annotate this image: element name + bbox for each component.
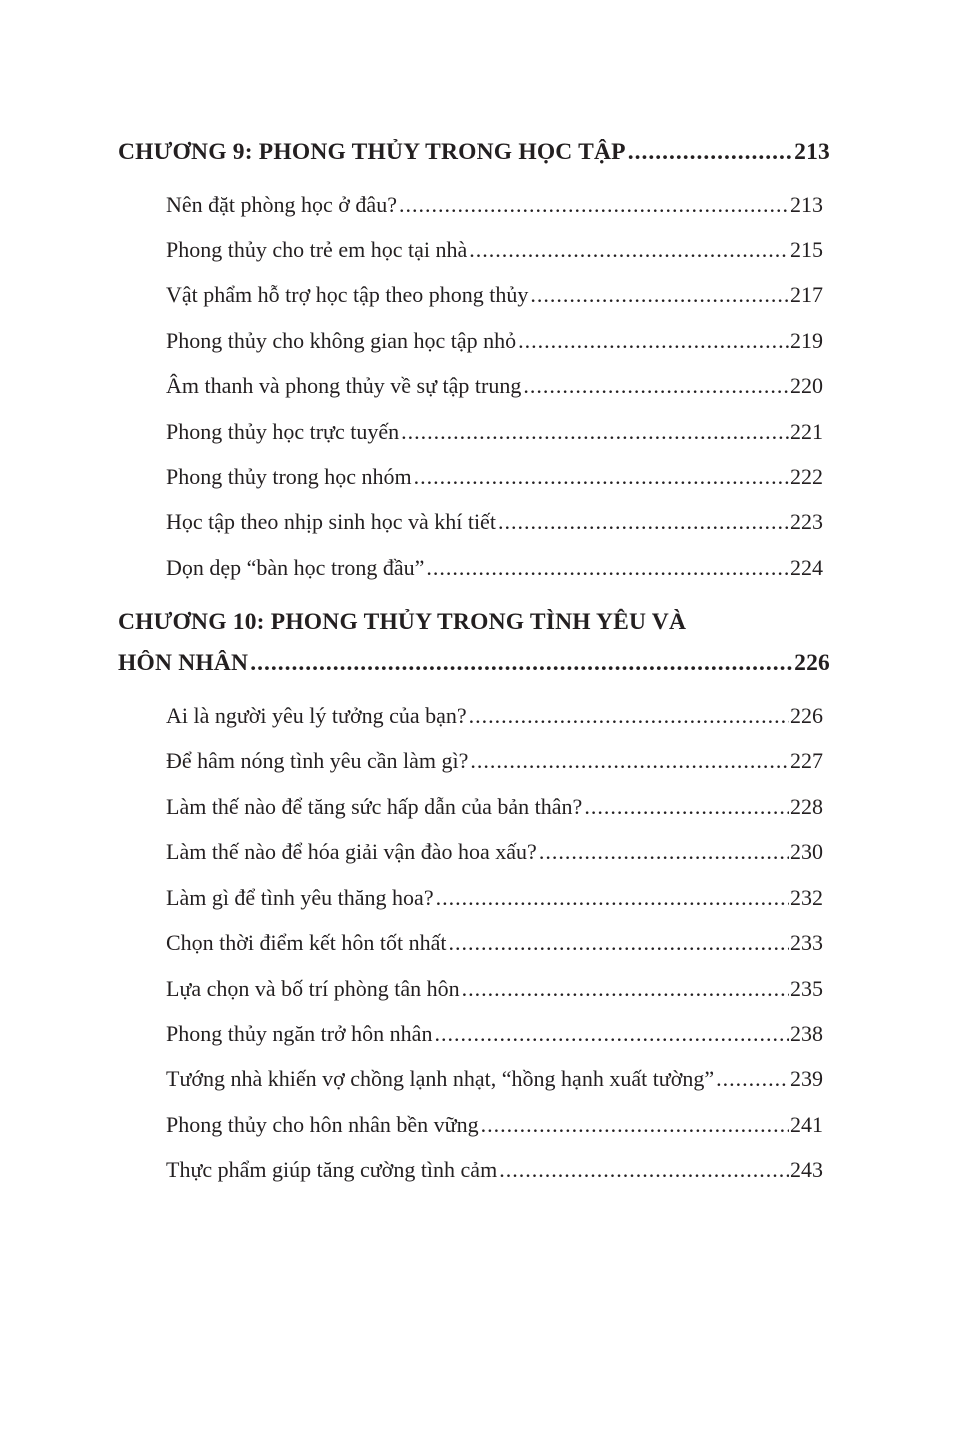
- page-number: 230: [790, 839, 823, 864]
- page-number: 224: [790, 555, 823, 580]
- page-number: 243: [790, 1157, 823, 1182]
- toc-entry[interactable]: [166, 839, 823, 865]
- toc-entry[interactable]: [166, 237, 823, 263]
- dot-leader: [434, 1021, 789, 1047]
- page-number: 238: [790, 1021, 823, 1046]
- dot-leader: [499, 1157, 789, 1183]
- page-number: 220: [790, 373, 823, 398]
- page-number: 219: [790, 328, 823, 353]
- dot-leader: [426, 555, 789, 581]
- dot-leader: [469, 703, 789, 729]
- dot-leader: [250, 650, 793, 677]
- toc-entry[interactable]: [166, 1066, 823, 1092]
- dot-leader: [436, 885, 789, 911]
- entry-title: Phong thủy trong học nhóm: [166, 464, 412, 489]
- dot-leader: [449, 930, 790, 956]
- dot-leader: [498, 509, 789, 535]
- page-number: 221: [790, 419, 823, 444]
- toc-entry[interactable]: [166, 192, 823, 218]
- toc-entry[interactable]: [166, 976, 823, 1002]
- chapter-title: HÔN NHÂN: [118, 650, 249, 676]
- dot-leader: [470, 748, 789, 774]
- dot-leader: [584, 794, 789, 820]
- dot-leader: [469, 237, 789, 263]
- toc-entry[interactable]: [166, 1021, 823, 1047]
- entry-title: Học tập theo nhịp sinh học và khí tiết: [166, 509, 496, 534]
- page-number: 235: [790, 976, 823, 1001]
- toc-entry[interactable]: [166, 703, 823, 729]
- entry-title: Vật phẩm hỗ trợ học tập theo phong thủy: [166, 282, 529, 307]
- entry-title: Tướng nhà khiến vợ chồng lạnh nhạt, “hồng hạnh xuất tường”: [166, 1066, 715, 1091]
- entry-title: Lựa chọn và bố trí phòng tân hôn: [166, 976, 460, 1001]
- dot-leader: [401, 419, 789, 445]
- entry-title: Để hâm nóng tình yêu cần làm gì?: [166, 748, 469, 773]
- entry-title: Phong thủy cho hôn nhân bền vững: [166, 1112, 479, 1137]
- page-number: 241: [790, 1112, 823, 1137]
- toc-entry[interactable]: [166, 885, 823, 911]
- chapter-title: CHƯƠNG 9: PHONG THỦY TRONG HỌC TẬP: [118, 139, 626, 165]
- page-number: 217: [790, 282, 823, 307]
- chapter-9-heading[interactable]: [118, 139, 830, 166]
- page-number: 232: [790, 885, 823, 910]
- toc-entry[interactable]: [166, 419, 823, 445]
- dot-leader: [530, 282, 789, 308]
- dot-leader: [414, 464, 789, 490]
- page-number: 223: [790, 509, 823, 534]
- entry-title: Phong thủy ngăn trở hôn nhân: [166, 1021, 433, 1046]
- dot-leader: [523, 373, 789, 399]
- page-number: 213: [794, 139, 830, 165]
- entry-title: Dọn dẹp “bàn học trong đầu”: [166, 555, 425, 580]
- toc-entry[interactable]: [166, 373, 823, 399]
- toc-entry[interactable]: [166, 748, 823, 774]
- toc-entry[interactable]: [166, 328, 823, 354]
- page-number: 215: [790, 237, 823, 262]
- dot-leader: [539, 839, 789, 865]
- toc-entry[interactable]: [166, 555, 823, 581]
- toc-entry[interactable]: [166, 509, 823, 535]
- chapter-10-heading-line1[interactable]: CHƯƠNG 10: PHONG THỦY TRONG TÌNH YÊU VÀ: [118, 609, 687, 635]
- page-number: 239: [790, 1066, 823, 1091]
- entry-title: Phong thủy cho trẻ em học tại nhà: [166, 237, 468, 262]
- entry-title: Nên đặt phòng học ở đâu?: [166, 192, 397, 217]
- page-number: 227: [790, 748, 823, 773]
- entry-title: Ai là người yêu lý tưởng của bạn?: [166, 703, 467, 728]
- entry-title: Làm thế nào để tăng sức hấp dẫn của bản thân?: [166, 794, 583, 819]
- page-number: 213: [790, 192, 823, 217]
- entry-title: Làm gì để tình yêu thăng hoa?: [166, 885, 434, 910]
- page-number: 228: [790, 794, 823, 819]
- entry-title: Phong thủy cho không gian học tập nhỏ: [166, 328, 517, 353]
- toc-entry[interactable]: [166, 282, 823, 308]
- toc-entry[interactable]: [166, 794, 823, 820]
- dot-leader: [518, 328, 789, 354]
- entry-title: Làm thế nào để hóa giải vận đào hoa xấu?: [166, 839, 537, 864]
- dot-leader: [481, 1112, 789, 1138]
- toc-entry[interactable]: [166, 1157, 823, 1183]
- entry-title: Chọn thời điểm kết hôn tốt nhất: [166, 930, 447, 955]
- dot-leader: [628, 139, 793, 166]
- page-number: 226: [794, 650, 830, 676]
- dot-leader: [716, 1066, 789, 1092]
- entry-title: Âm thanh và phong thủy về sự tập trung: [166, 373, 522, 398]
- page-number: 222: [790, 464, 823, 489]
- dot-leader: [399, 192, 789, 218]
- page-number: 226: [790, 703, 823, 728]
- toc-entry[interactable]: [166, 1112, 823, 1138]
- entry-title: Thực phẩm giúp tăng cường tình cảm: [166, 1157, 498, 1182]
- page-number: 233: [790, 930, 823, 955]
- toc-entry[interactable]: [166, 464, 823, 490]
- entry-title: Phong thủy học trực tuyến: [166, 419, 400, 444]
- dot-leader: [462, 976, 789, 1002]
- chapter-10-heading[interactable]: [118, 650, 830, 677]
- toc-entry[interactable]: [166, 930, 823, 956]
